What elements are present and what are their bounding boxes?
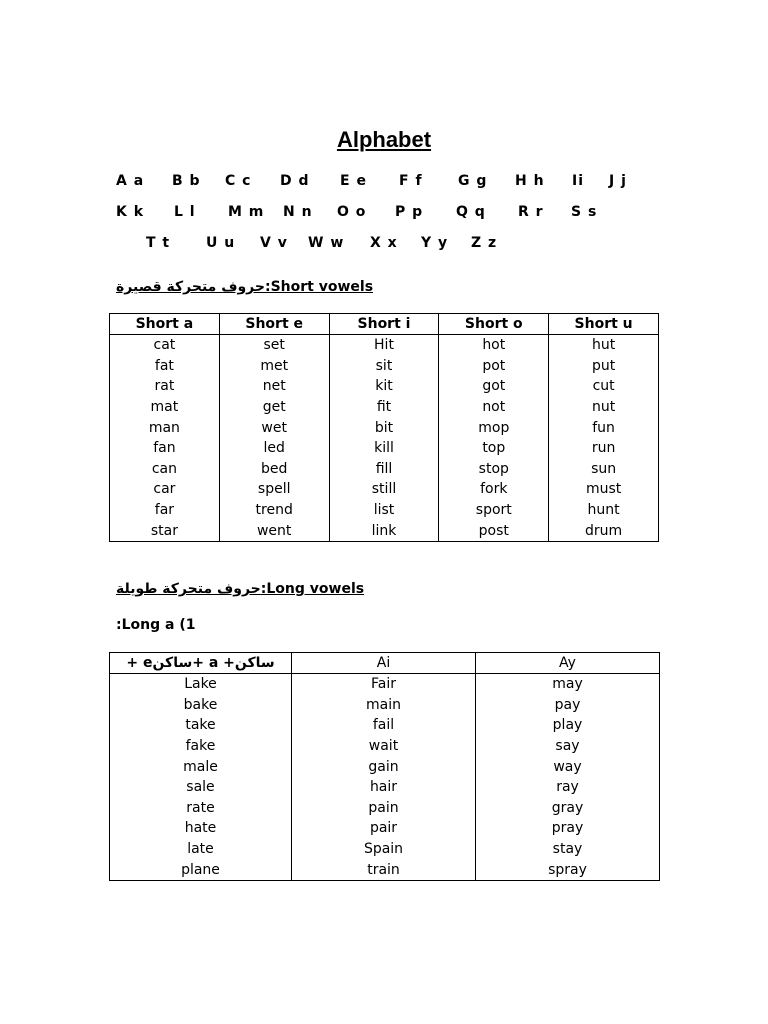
letter-pair: B b (172, 173, 201, 189)
table-cell: play (476, 715, 660, 736)
table-row (110, 397, 659, 418)
letter-pair: H h (515, 173, 545, 189)
table-row (110, 479, 659, 500)
table-cell: gray (476, 798, 660, 819)
table-cell: fan (110, 438, 220, 459)
table-cell: rate (110, 798, 292, 819)
table-cell: bed (219, 459, 329, 480)
table-cell: hair (292, 777, 476, 798)
table-cell: spray (476, 859, 660, 880)
table-cell: still (329, 479, 439, 500)
alphabet-row-3 (0, 235, 768, 257)
column-header: + eساكن+ a +ساكن (110, 653, 292, 674)
letter-pair: N n (283, 204, 313, 220)
long-vowels-heading (116, 581, 364, 597)
table-cell: nut (549, 397, 659, 418)
table-cell: Hit (329, 335, 439, 356)
table-cell: post (439, 520, 549, 541)
table-cell: cat (110, 335, 220, 356)
table-row (110, 715, 660, 736)
table-cell: cut (549, 376, 659, 397)
alphabet-row-2 (0, 204, 768, 226)
short-vowels-table (109, 313, 659, 542)
table-row (110, 839, 660, 860)
long-vowels-table (109, 652, 660, 881)
letter-pair: Z z (471, 235, 498, 251)
table-cell: put (549, 356, 659, 377)
letter-pair: V v (260, 235, 288, 251)
table-cell: led (219, 438, 329, 459)
long-vowels-heading-arabic: حروف متحركة طويلة (116, 581, 261, 597)
table-cell: late (110, 839, 292, 860)
table-cell: way (476, 756, 660, 777)
short-vowels-heading-english: :Short vowels (264, 279, 374, 295)
table-cell: stop (439, 459, 549, 480)
letter-pair: C c (225, 173, 252, 189)
page-title: Alphabet (336, 127, 432, 152)
table-row (110, 376, 659, 397)
letter-pair: U u (206, 235, 236, 251)
table-cell: kit (329, 376, 439, 397)
column-header: Ay (476, 653, 660, 674)
table-row (110, 674, 660, 695)
table-cell: Spain (292, 839, 476, 860)
table-cell: got (439, 376, 549, 397)
letter-pair: O o (337, 204, 367, 220)
table-cell: fat (110, 356, 220, 377)
table-cell: take (110, 715, 292, 736)
short-vowels-heading-arabic: حروف متحركة قصيرة (116, 279, 265, 295)
letter-pair: L l (174, 204, 196, 220)
table-cell: bake (110, 695, 292, 716)
table-cell: set (219, 335, 329, 356)
letter-pair: T t (146, 235, 171, 251)
table-cell: hot (439, 335, 549, 356)
table-row (110, 777, 660, 798)
column-header: Short i (329, 314, 439, 335)
table-cell: pay (476, 695, 660, 716)
table-row (110, 859, 660, 880)
letter-pair: K k (116, 204, 145, 220)
letter-pair: W w (308, 235, 345, 251)
table-cell: bit (329, 417, 439, 438)
letter-pair: S s (571, 204, 598, 220)
table-cell: run (549, 438, 659, 459)
long-vowels-heading-english: :Long vowels (260, 581, 365, 597)
table-cell: met (219, 356, 329, 377)
table-cell: pair (292, 818, 476, 839)
column-header: Short a (110, 314, 220, 335)
alphabet-row-1 (0, 173, 768, 195)
letter-pair: Ii (572, 173, 585, 189)
table-cell: sit (329, 356, 439, 377)
table-row (110, 520, 659, 541)
table-cell: not (439, 397, 549, 418)
letter-pair: Q q (456, 204, 486, 220)
table-cell: hate (110, 818, 292, 839)
table-cell: man (110, 417, 220, 438)
table-cell: sun (549, 459, 659, 480)
table-cell: wet (219, 417, 329, 438)
table-header-row (110, 314, 659, 335)
table-cell: fake (110, 736, 292, 757)
letter-pair: J j (609, 173, 627, 189)
table-cell: gain (292, 756, 476, 777)
table-row (110, 417, 659, 438)
table-cell: may (476, 674, 660, 695)
table-row (110, 500, 659, 521)
table-cell: ray (476, 777, 660, 798)
long-a-subheading: :Long a (1 (116, 617, 196, 633)
table-row (110, 798, 660, 819)
table-cell: fill (329, 459, 439, 480)
table-cell: spell (219, 479, 329, 500)
table-row (110, 756, 660, 777)
column-header: Short e (219, 314, 329, 335)
table-row (110, 335, 659, 356)
table-cell: trend (219, 500, 329, 521)
letter-pair: F f (399, 173, 423, 189)
letter-pair: M m (228, 204, 265, 220)
table-cell: fun (549, 417, 659, 438)
table-cell: hut (549, 335, 659, 356)
letter-pair: P p (395, 204, 424, 220)
letter-pair: D d (280, 173, 310, 189)
table-cell: pain (292, 798, 476, 819)
table-cell: wait (292, 736, 476, 757)
letter-pair: A a (116, 173, 145, 189)
table-cell: plane (110, 859, 292, 880)
table-cell: pot (439, 356, 549, 377)
table-cell: fit (329, 397, 439, 418)
letter-pair: E e (340, 173, 367, 189)
table-cell: top (439, 438, 549, 459)
table-cell: get (219, 397, 329, 418)
table-cell: main (292, 695, 476, 716)
table-cell: train (292, 859, 476, 880)
table-cell: stay (476, 839, 660, 860)
letter-pair: R r (518, 204, 544, 220)
table-cell: list (329, 500, 439, 521)
table-cell: sale (110, 777, 292, 798)
table-cell: drum (549, 520, 659, 541)
table-cell: can (110, 459, 220, 480)
table-cell: mat (110, 397, 220, 418)
table-cell: hunt (549, 500, 659, 521)
table-cell: car (110, 479, 220, 500)
table-cell: far (110, 500, 220, 521)
table-row (110, 438, 659, 459)
letter-pair: Y y (421, 235, 449, 251)
column-header: Short u (549, 314, 659, 335)
column-header: Short o (439, 314, 549, 335)
table-cell: must (549, 479, 659, 500)
table-row (110, 818, 660, 839)
table-row (110, 356, 659, 377)
table-cell: went (219, 520, 329, 541)
short-vowels-heading (116, 279, 373, 295)
column-header: Ai (292, 653, 476, 674)
table-row (110, 459, 659, 480)
table-cell: star (110, 520, 220, 541)
table-cell: say (476, 736, 660, 757)
table-cell: link (329, 520, 439, 541)
table-cell: Lake (110, 674, 292, 695)
table-row (110, 736, 660, 757)
table-row (110, 695, 660, 716)
table-cell: male (110, 756, 292, 777)
letter-pair: X x (370, 235, 398, 251)
table-cell: fork (439, 479, 549, 500)
letter-pair: G g (458, 173, 488, 189)
table-cell: sport (439, 500, 549, 521)
table-cell: Fair (292, 674, 476, 695)
table-cell: kill (329, 438, 439, 459)
table-cell: rat (110, 376, 220, 397)
table-cell: fail (292, 715, 476, 736)
table-cell: mop (439, 417, 549, 438)
table-cell: net (219, 376, 329, 397)
table-header-row (110, 653, 660, 674)
table-cell: pray (476, 818, 660, 839)
